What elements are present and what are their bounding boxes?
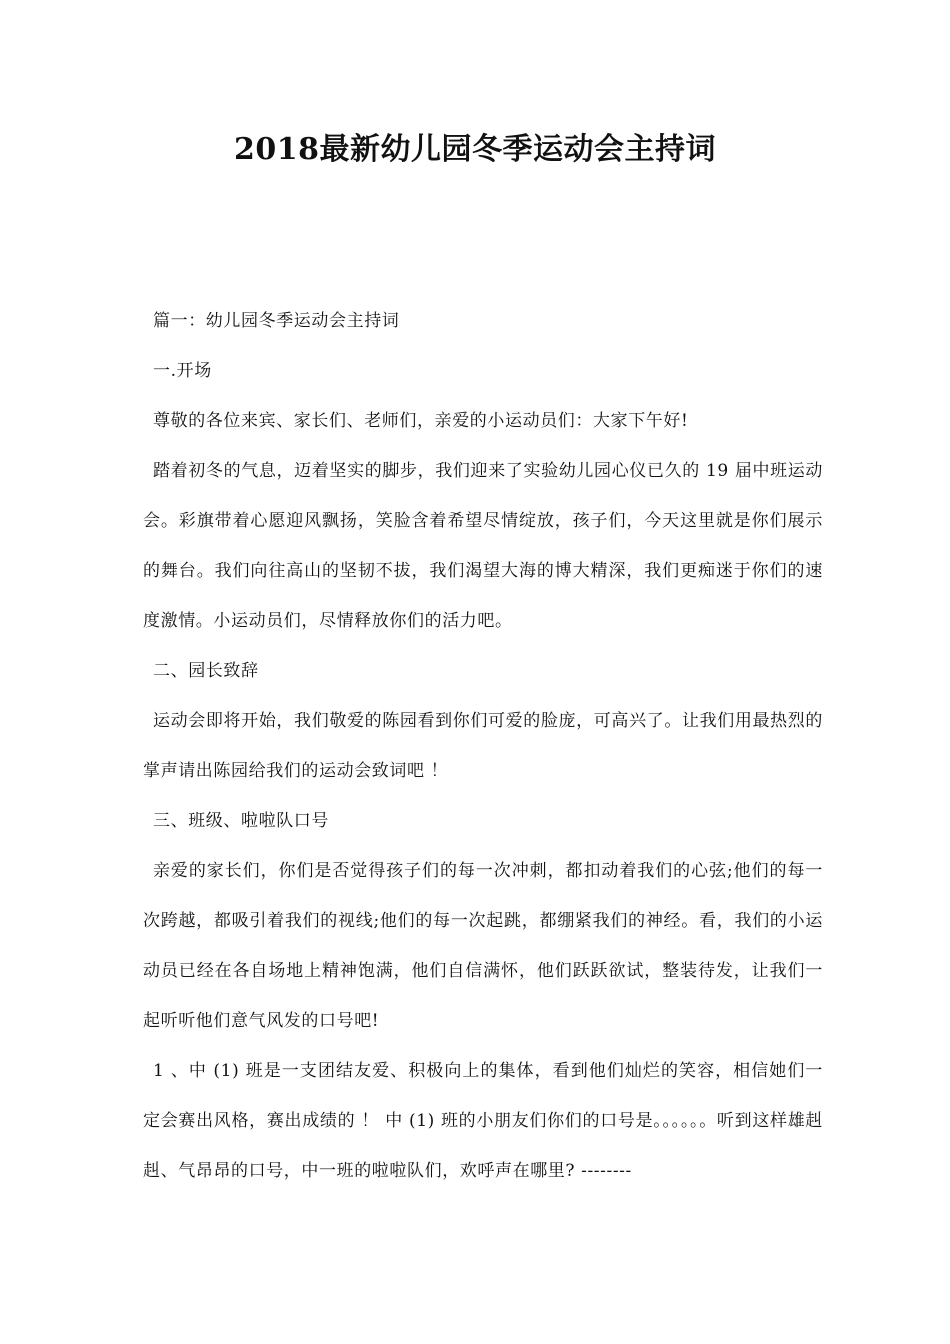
section-heading-class-slogans: 三、班级、啦啦队口号 [153,811,329,831]
paragraph-parents-address: 亲爱的家长们，你们是否觉得孩子们的每一次冲刺，都扣动着我们的心弦;他们的每一次跨越，都吸引着我们的视线;他们的每一次起跳，都绷紧我们的神经。看，我们的小运动员已经在各自场地上精神饱满，他们自信满怀，他们跃跃欲试，整装待发，让我们一起听听他们意气风发的口号吧! [143,861,823,1031]
paragraph-principal-intro: 运动会即将开始，我们敬爱的陈园看到你们可爱的脸庞，可高兴了。让我们用最热烈的掌声请出陈园给我们的运动会致词吧 ！ [143,711,823,781]
section-heading-principal-speech: 二、园长致辞 [153,661,259,681]
paragraph-class-one: 1 、中 (1) 班是一支团结友爱、积极向上的集体，看到他们灿烂的笑容，相信她们一定会赛出风格，赛出成绩的 ！ 中 (1) 班的小朋友们你们的口号是。。。。。。听到这样雄赳赳、气昂昂的口号，中一班的啦啦队们，欢呼声在哪里? -------- [143,1061,823,1181]
paragraph-opening-speech: 踏着初冬的气息，迈着坚实的脚步，我们迎来了实验幼儿园心仪已久的 19 届中班运动会。彩旗带着心愿迎风飘扬，笑脸含着希望尽情绽放，孩子们，今天这里就是你们展示的舞台。我们向往高山的坚韧不拔，我们渴望大海的博大精深，我们更痴迷于你们的速度激情。小运动员们，尽情释放你们的活力吧。 [143,461,823,631]
section-heading-opening: 一.开场 [153,361,212,381]
document-body [143,296,823,1196]
paragraph-greeting: 尊敬的各位来宾、家长们、老师们，亲爱的小运动员们：大家下午好! [153,411,689,431]
section-heading-part-one: 篇一：幼儿园冬季运动会主持词 [153,311,400,331]
document-title: 2018最新幼儿园冬季运动会主持词 [234,132,716,167]
